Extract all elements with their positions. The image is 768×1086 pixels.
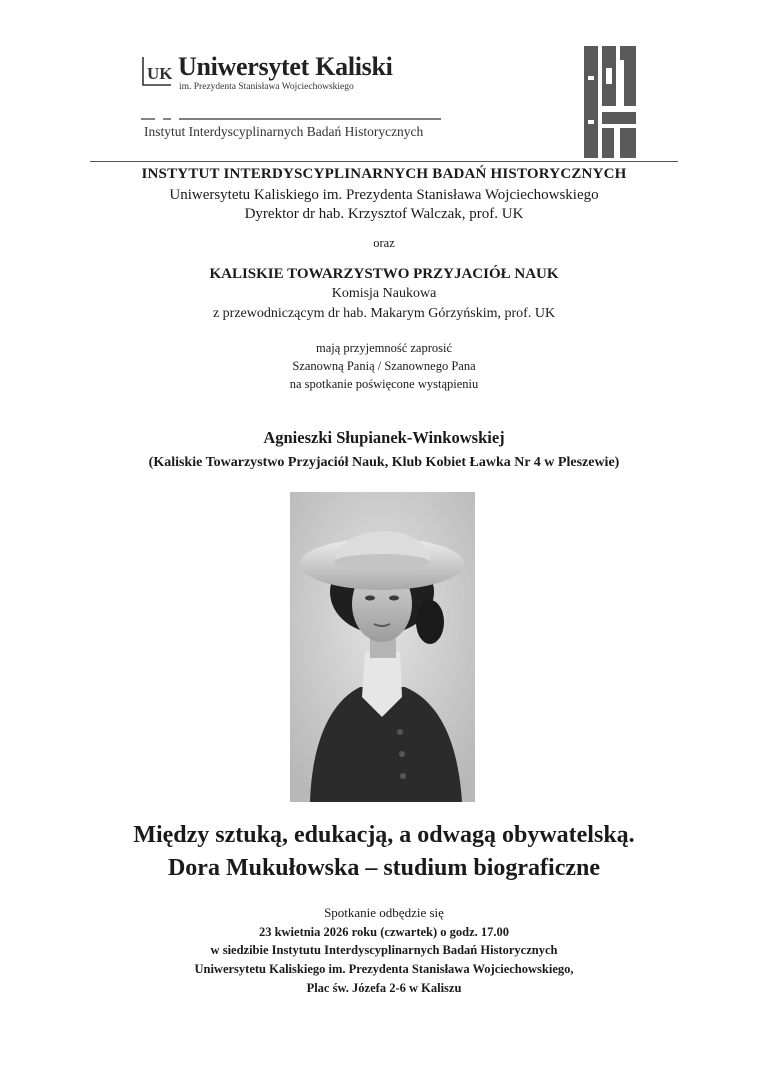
invitation-line-3: na spotkanie poświęcone wystąpieniu [289, 377, 479, 391]
commission-line: Komisja Naukowa [331, 286, 437, 301]
meeting-intro: Spotkanie odbędzie się [324, 905, 444, 920]
institute-title: INSTYTUT INTERDYSCYPLINARNYCH BADAŃ HISTORYCZNYCH [141, 166, 627, 182]
institute-logo-text: Instytut Interdyscyplinarnych Badań Historycznych [144, 124, 424, 139]
university-line: Uniwersytetu Kaliskiego im. Prezydenta Stanisława Wojciechowskiego [169, 187, 599, 203]
venue-line-1: w siedzibie Instytutu Interdyscyplinarnych Badań Historycznych [210, 943, 558, 957]
portrait-photo [290, 492, 475, 802]
logo-divider [141, 107, 441, 109]
conjunction: oraz [373, 236, 395, 250]
university-subtitle: im. Prezydenta Stanisława Wojciechowskiego [179, 82, 354, 92]
lecture-title-line-1: Między sztuką, edukacją, a odwagą obywatelską. [133, 822, 635, 848]
meeting-date-time: 23 kwietnia 2026 roku (czwartek) o godz. 17.00 [258, 925, 510, 939]
header-rule [90, 161, 678, 162]
venue-line-2: Uniwersytetu Kaliskiego im. Prezydenta Stanisława Wojciechowskiego, [194, 962, 574, 976]
university-name: Uniwersytet Kaliski [178, 52, 393, 81]
lecture-title-line-2: Dora Mukułowska – studium biograficzne [167, 855, 601, 881]
institute-monogram-logo [580, 46, 640, 158]
director-line: Dyrektor dr hab. Krzysztof Walczak, prof. UK [244, 206, 524, 222]
uk-logo-letters: UK [147, 64, 173, 83]
society-title: KALISKIE TOWARZYSTWO PRZYJACIÓŁ NAUK [209, 266, 559, 282]
invitation-line-2: Szanowną Panią / Szanownego Pana [292, 359, 476, 373]
invitation-line-1: mają przyjemność zaprosić [315, 341, 453, 355]
venue-address: Plac św. Józefa 2-6 w Kaliszu [306, 981, 462, 995]
speaker-affiliation: (Kaliskie Towarzystwo Przyjaciół Nauk, Klub Kobiet Ławka Nr 4 w Pleszewie) [148, 455, 620, 470]
speaker-name: Agnieszki Słupianek-Winkowskiej [263, 428, 505, 447]
chair-line: z przewodniczącym dr hab. Makarym Górzyńskim, prof. UK [212, 306, 556, 321]
university-logo-mark [141, 55, 173, 91]
